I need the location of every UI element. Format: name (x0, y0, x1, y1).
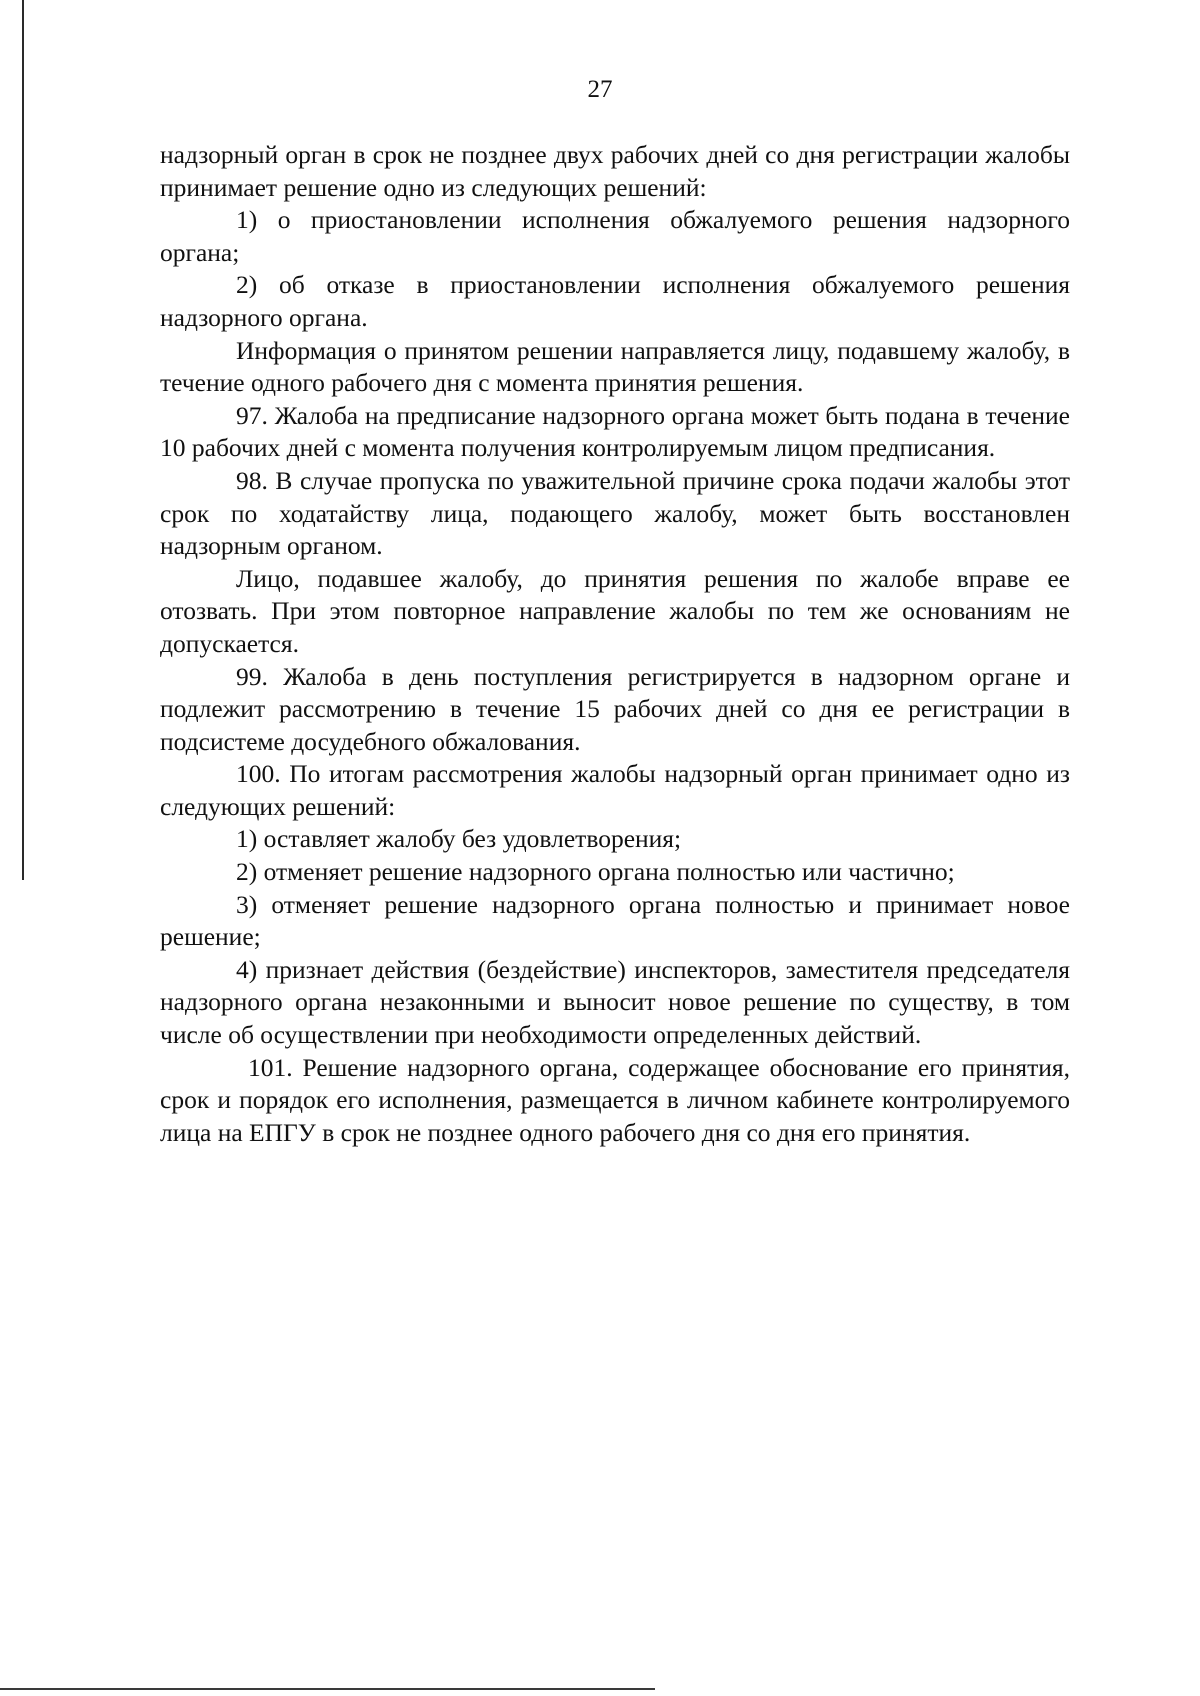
paragraph: Информация о принятом решении направляется лицу, подавшему жалобу, в течение одного рабочего дня с момента принятия решения. (160, 335, 1070, 398)
document-body (160, 139, 1070, 1149)
paragraph: 98. В случае пропуска по уважительной причине срока подачи жалобы этот срок по ходатайству лица, подающего жалобу, может быть восстановлен надзорным органом. (160, 465, 1070, 561)
paragraph: Лицо, подавшее жалобу, до принятия решения по жалобе вправе ее отозвать. При этом повторное направление жалобы по тем же основаниям не допускается. (160, 563, 1070, 658)
list-item: 3) отменяет решение надзорного органа полностью и принимает новое решение; (160, 889, 1070, 952)
scan-edge-left (22, 0, 24, 880)
paragraph: 99. Жалоба в день поступления регистрируется в надзорном органе и подлежит рассмотрению в течение 15 рабочих дней со дня ее регистрации в подсистеме досудебного обжалования. (160, 661, 1070, 756)
list-item: 1) оставляет жалобу без удовлетворения; (236, 824, 682, 854)
list-item: 2) об отказе в приостановлении исполнения обжалуемого решения надзорного органа. (160, 270, 1070, 332)
list-item: 2) отменяет решение надзорного органа полностью или частично; (236, 857, 955, 887)
paragraph: надзорный орган в срок не позднее двух рабочих дней со дня регистрации жалобы принимает решение одно из следующих решений: (160, 140, 1070, 202)
paragraph: 100. По итогам рассмотрения жалобы надзорный орган принимает одно из следующих решений: (160, 759, 1070, 821)
page-number: 27 (587, 76, 613, 103)
list-item: 4) признает действия (бездействие) инспекторов, заместителя председателя надзорного органа незаконными и выносит новое решение по существу, в том числе об осуществлении при необходимости определенных действий. (160, 954, 1070, 1050)
scan-edge-bottom (0, 1688, 655, 1690)
list-item: 1) о приостановлении исполнения обжалуемого решения надзорного органа; (160, 205, 1070, 267)
paragraph: 101. Решение надзорного органа, содержащее обоснование его принятия, срок и порядок его исполнения, размещается в личном кабинете контролируемого лица на ЕПГУ в срок не позднее одного рабочего дня со дня его принятия. (160, 1052, 1070, 1147)
paragraph: 97. Жалоба на предписание надзорного органа может быть подана в течение 10 рабочих дней с момента получения контролируемым лицом предписания. (160, 400, 1070, 463)
